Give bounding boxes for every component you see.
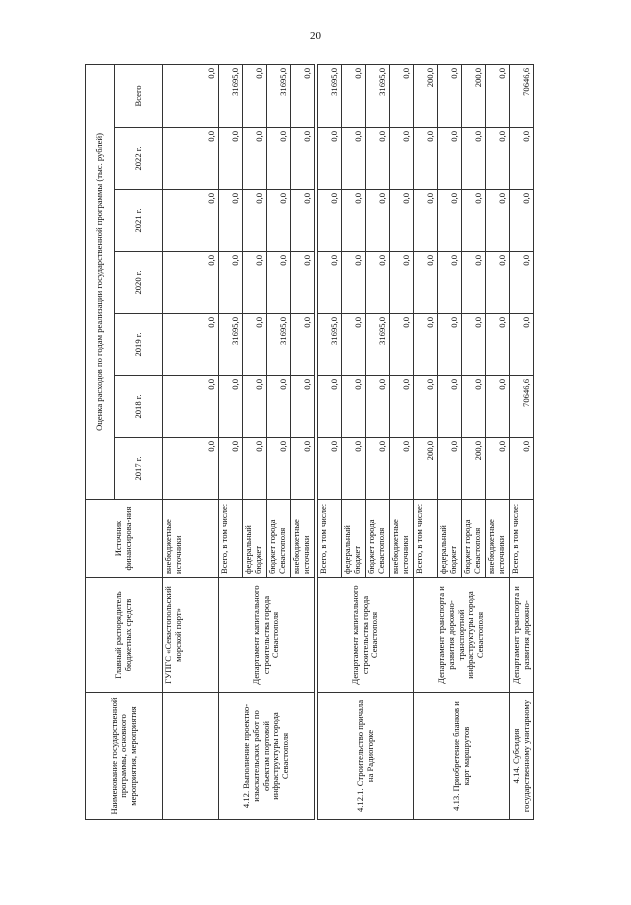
measure-name: 4.14. Субсидия государственному унитарному — [510, 693, 534, 820]
value-cell: 0,0 — [318, 252, 342, 314]
value-cell: 0,0 — [462, 252, 486, 314]
value-cell: 0,0 — [267, 190, 291, 252]
value-cell: 31695,0 — [219, 314, 243, 376]
total-cell: 0,0 — [243, 64, 267, 127]
value-cell: 0,0 — [163, 376, 219, 438]
value-cell: 0,0 — [243, 128, 267, 190]
funding-source: бюджет города Севастополя — [366, 500, 390, 578]
total-cell: 31695,0 — [219, 64, 243, 127]
carry-admin: ГУПГС «Севастопольский морской порт» — [163, 578, 219, 693]
funding-source: Всего, в том числе: — [219, 500, 243, 578]
value-cell: 0,0 — [510, 438, 534, 500]
header-year: 2020 г. — [115, 252, 163, 314]
value-cell: 0,0 — [390, 190, 414, 252]
value-cell: 0,0 — [462, 314, 486, 376]
value-cell: 0,0 — [390, 376, 414, 438]
value-cell: 0,0 — [366, 376, 390, 438]
value-cell: 200,0 — [414, 438, 438, 500]
value-cell: 0,0 — [486, 252, 510, 314]
funding-source: федеральный бюджет — [438, 500, 462, 578]
funding-source: Всего, в том числе: — [318, 500, 342, 578]
value-cell: 0,0 — [219, 438, 243, 500]
measure-name: 4.12.1. Строительство причала на Радиогорке — [318, 693, 414, 820]
value-cell: 0,0 — [163, 438, 219, 500]
value-cell: 0,0 — [219, 252, 243, 314]
value-cell: 0,0 — [291, 376, 315, 438]
value-cell: 0,0 — [342, 252, 366, 314]
measure-name: 4.12. Выполнение проектно-изыскательских работ по объектам портовой инфраструктуры города Севастополя — [219, 693, 315, 820]
value-cell: 0,0 — [366, 438, 390, 500]
value-cell: 0,0 — [438, 314, 462, 376]
funding-source: внебюджетные источники — [390, 500, 414, 578]
value-cell: 0,0 — [342, 190, 366, 252]
budget-table-rotated — [85, 65, 549, 820]
value-cell: 0,0 — [291, 314, 315, 376]
header-source: Источник финансирова-ния — [86, 500, 163, 578]
value-cell: 0,0 — [267, 128, 291, 190]
header-total: Всего — [115, 64, 163, 127]
value-cell: 0,0 — [414, 314, 438, 376]
funding-source: Всего, в том числе: — [414, 500, 438, 578]
header-year: 2019 г. — [115, 314, 163, 376]
table-row — [510, 64, 534, 819]
table-row — [414, 64, 438, 819]
value-cell: 0,0 — [462, 190, 486, 252]
value-cell: 0,0 — [267, 252, 291, 314]
value-cell: 0,0 — [163, 314, 219, 376]
table-row — [219, 64, 243, 819]
value-cell: 0,0 — [291, 128, 315, 190]
value-cell: 0,0 — [342, 438, 366, 500]
value-cell: 0,0 — [243, 252, 267, 314]
value-cell: 0,0 — [510, 190, 534, 252]
value-cell: 0,0 — [486, 314, 510, 376]
value-cell: 0,0 — [390, 314, 414, 376]
value-cell: 0,0 — [267, 438, 291, 500]
value-cell: 0,0 — [243, 376, 267, 438]
value-cell: 0,0 — [243, 190, 267, 252]
funding-source: федеральный бюджет — [342, 500, 366, 578]
total-cell: 0,0 — [486, 64, 510, 127]
value-cell: 0,0 — [414, 128, 438, 190]
value-cell: 0,0 — [318, 190, 342, 252]
value-cell: 0,0 — [342, 128, 366, 190]
header-year: 2017 г. — [115, 438, 163, 500]
funding-source: внебюджетные источники — [291, 500, 315, 578]
value-cell: 31695,0 — [366, 314, 390, 376]
measure-admin: Департамент капитального строительства города Севастополя — [318, 578, 414, 693]
value-cell: 0,0 — [366, 128, 390, 190]
value-cell: 0,0 — [219, 376, 243, 438]
carry-source: внебюджетные источники — [163, 500, 219, 578]
total-cell: 200,0 — [414, 64, 438, 127]
total-cell: 31695,0 — [366, 64, 390, 127]
value-cell: 0,0 — [163, 64, 219, 127]
funding-source: внебюджетные источники — [486, 500, 510, 578]
value-cell: 0,0 — [219, 190, 243, 252]
value-cell: 0,0 — [243, 438, 267, 500]
budget-table — [85, 64, 534, 820]
value-cell: 0,0 — [438, 438, 462, 500]
total-cell: 0,0 — [438, 64, 462, 127]
value-cell: 0,0 — [390, 438, 414, 500]
value-cell: 0,0 — [342, 314, 366, 376]
value-cell: 0,0 — [318, 376, 342, 438]
value-cell: 0,0 — [486, 190, 510, 252]
header-admin: Главный распорядитель бюджетных средств — [86, 578, 163, 693]
value-cell: 0,0 — [291, 190, 315, 252]
value-cell: 0,0 — [414, 252, 438, 314]
value-cell: 0,0 — [510, 252, 534, 314]
value-cell: 0,0 — [366, 190, 390, 252]
total-cell: 31695,0 — [267, 64, 291, 127]
value-cell: 0,0 — [390, 252, 414, 314]
total-cell: 0,0 — [342, 64, 366, 127]
value-cell: 0,0 — [267, 376, 291, 438]
value-cell: 0,0 — [438, 252, 462, 314]
value-cell: 70646,6 — [510, 376, 534, 438]
value-cell: 0,0 — [438, 128, 462, 190]
header-group-title: Оценка расходов по годам реализации государственной программы (тыс. рублей) — [86, 64, 115, 499]
table-row — [163, 64, 219, 819]
value-cell: 0,0 — [414, 376, 438, 438]
value-cell: 0,0 — [486, 128, 510, 190]
carry-name-cell — [163, 693, 219, 820]
value-cell: 0,0 — [510, 128, 534, 190]
value-cell: 0,0 — [163, 128, 219, 190]
funding-source: бюджет города Севастополя — [267, 500, 291, 578]
funding-source: бюджет города Севастополя — [462, 500, 486, 578]
header-year: 2022 г. — [115, 128, 163, 190]
value-cell: 0,0 — [342, 376, 366, 438]
value-cell: 0,0 — [163, 190, 219, 252]
value-cell: 0,0 — [438, 376, 462, 438]
header-year: 2021 г. — [115, 190, 163, 252]
total-cell: 0,0 — [291, 64, 315, 127]
funding-source: федеральный бюджет — [243, 500, 267, 578]
value-cell: 31695,0 — [318, 314, 342, 376]
value-cell: 0,0 — [291, 252, 315, 314]
total-cell: 70646,6 — [510, 64, 534, 127]
value-cell: 31695,0 — [267, 314, 291, 376]
value-cell: 0,0 — [486, 438, 510, 500]
measure-admin: Департамент капитального строительства города Севастополя — [219, 578, 315, 693]
value-cell: 0,0 — [318, 128, 342, 190]
value-cell: 0,0 — [243, 314, 267, 376]
value-cell: 0,0 — [366, 252, 390, 314]
value-cell: 0,0 — [438, 190, 462, 252]
total-cell: 200,0 — [462, 64, 486, 127]
header-year: 2018 г. — [115, 376, 163, 438]
value-cell: 0,0 — [462, 376, 486, 438]
measure-admin: Департамент транспорта и развития дорожно- — [510, 578, 534, 693]
value-cell: 0,0 — [163, 252, 219, 314]
value-cell: 0,0 — [510, 314, 534, 376]
measure-name: 4.13. Приобретение бланков и карт маршрутов — [414, 693, 510, 820]
table-row — [318, 64, 342, 819]
page-number: 20 — [310, 30, 321, 42]
value-cell: 0,0 — [486, 376, 510, 438]
measure-admin: Департамент транспорта и развития дорожно-транспортной инфраструктуры города Севастополя — [414, 578, 510, 693]
header-name: Наименование государственной программы, основного мероприятия, мероприятия — [86, 693, 163, 820]
value-cell: 200,0 — [462, 438, 486, 500]
value-cell: 0,0 — [390, 128, 414, 190]
value-cell: 0,0 — [414, 190, 438, 252]
value-cell: 0,0 — [291, 438, 315, 500]
total-cell: 0,0 — [390, 64, 414, 127]
funding-source: Всего, в том числе: — [510, 500, 534, 578]
total-cell: 31695,0 — [318, 64, 342, 127]
value-cell: 0,0 — [462, 128, 486, 190]
value-cell: 0,0 — [219, 128, 243, 190]
value-cell: 0,0 — [318, 438, 342, 500]
